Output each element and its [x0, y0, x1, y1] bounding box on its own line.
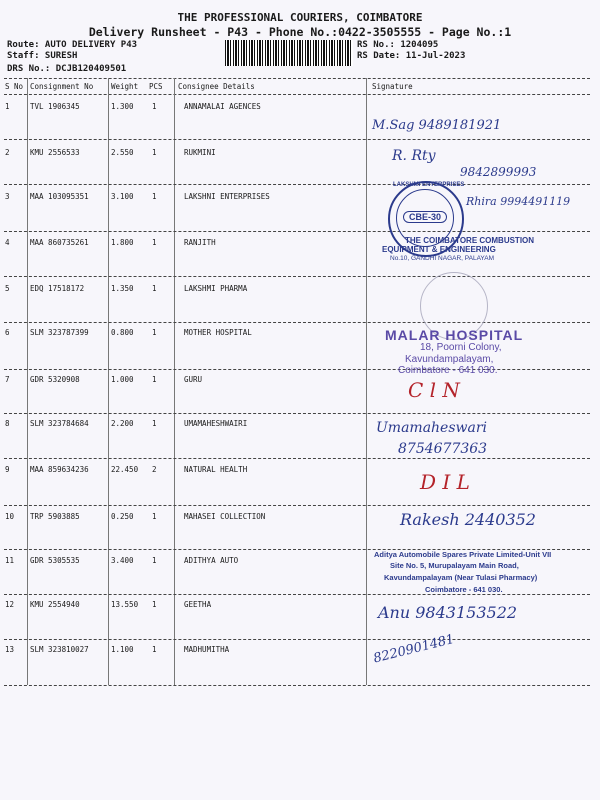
- company-title: THE PROFESSIONAL COURIERS, COIMBATORE: [177, 11, 423, 24]
- cell-weight: 2.550: [111, 148, 134, 157]
- cell-pcs: 1: [152, 375, 157, 384]
- barcode: [225, 40, 353, 66]
- cell-sno: 7: [5, 375, 10, 384]
- cell-sno: 9: [5, 465, 10, 474]
- cell-weight: 3.100: [111, 192, 134, 201]
- cell-consignee: UMAMAHESHWAIRI: [184, 419, 248, 428]
- cell-consignee: RANJITH: [184, 238, 216, 247]
- cell-pcs: 1: [152, 645, 157, 654]
- hospital-address-2: Kavundampalayam,: [405, 354, 494, 365]
- cell-pcs: 1: [152, 556, 157, 565]
- cell-pcs: 1: [152, 419, 157, 428]
- cell-sno: 13: [5, 645, 15, 654]
- combustion-stamp-line3: No.10, GANDHI NAGAR, PALAYAM: [390, 255, 495, 262]
- cell-weight: 1.800: [111, 238, 134, 247]
- aditya-stamp-line1: Aditya Automobile Spares Private Limited-Unit VII: [374, 550, 552, 559]
- col-header-consignment: Consignment No: [30, 82, 94, 91]
- cell-consignment: SLM 323787399: [30, 328, 89, 337]
- signature-13: 8220901481: [372, 631, 456, 667]
- row-separator: [4, 505, 590, 506]
- col-header-signature: Signature: [372, 82, 413, 91]
- cell-sno: 10: [5, 512, 15, 521]
- route-label: Route: AUTO DELIVERY P43: [7, 40, 138, 50]
- cell-sno: 2: [5, 148, 10, 157]
- cell-weight: 0.800: [111, 328, 134, 337]
- signature-10: Rakesh 2440352: [400, 510, 536, 529]
- aditya-stamp-line4: Coimbatore - 641 030.: [425, 585, 503, 594]
- cell-pcs: 1: [152, 192, 157, 201]
- cell-pcs: 1: [152, 284, 157, 293]
- signature-9: D I L: [420, 470, 470, 494]
- cell-consignment: MAA 860735261: [30, 238, 89, 247]
- cell-weight: 13.550: [111, 600, 139, 609]
- stamp-ring-text: LAKSHMI ENTERPRISES: [393, 182, 465, 188]
- signature-8: Umamaheswari: [376, 420, 488, 436]
- rs-date: RS Date: 11-Jul-2023: [357, 51, 466, 61]
- cell-sno: 1: [5, 102, 10, 111]
- aditya-stamp-line2: Site No. 5, Murupalayam Main Road,: [390, 561, 519, 570]
- row-separator: [4, 594, 590, 595]
- row-separator: [4, 413, 590, 414]
- cell-sno: 5: [5, 284, 10, 293]
- cell-sno: 4: [5, 238, 10, 247]
- cell-pcs: 1: [152, 328, 157, 337]
- header-rule: [4, 94, 590, 95]
- signature-12: Anu 9843153522: [378, 603, 518, 622]
- cell-consignment: SLM 323784684: [30, 419, 89, 428]
- cell-weight: 1.350: [111, 284, 134, 293]
- cell-consignment: SLM 323810027: [30, 645, 89, 654]
- cell-sno: 3: [5, 192, 10, 201]
- cell-consignment: KMU 2554940: [30, 600, 80, 609]
- cell-sno: 6: [5, 328, 10, 337]
- signature-7: C l N: [408, 378, 460, 402]
- cell-consignment: KMU 2556533: [30, 148, 80, 157]
- malar-hospital-stamp: MALAR HOSPITAL: [385, 327, 524, 343]
- cell-consignee: GEETHA: [184, 600, 212, 609]
- cell-consignment: GDR 5320908: [30, 375, 80, 384]
- row-separator: [4, 322, 590, 323]
- cell-consignee: MOTHER HOSPITAL: [184, 328, 252, 337]
- signature-2: R. Rty: [392, 148, 436, 164]
- cell-weight: 22.450: [111, 465, 139, 474]
- cell-weight: 1.000: [111, 375, 134, 384]
- cell-weight: 0.250: [111, 512, 134, 521]
- cell-consignee: ADITHYA AUTO: [184, 556, 239, 565]
- cell-pcs: 1: [152, 102, 157, 111]
- hospital-address-3: Coimbatore - 641 030.: [398, 365, 498, 376]
- signature-3: Rhira 9994491119: [466, 195, 571, 208]
- drs-number: DRS No.: DCJB120409501: [7, 64, 127, 74]
- cell-consignee: MADHUMITHA: [184, 645, 230, 654]
- cell-consignment: TVL 1906345: [30, 102, 80, 111]
- cell-weight: 3.400: [111, 556, 134, 565]
- cell-pcs: 2: [152, 465, 157, 474]
- cell-consignee: GURU: [184, 375, 203, 384]
- cell-consignee: LAKSHMI PHARMA: [184, 284, 248, 293]
- cell-consignee: RUKMINI: [184, 148, 216, 157]
- cell-consignee: NATURAL HEALTH: [184, 465, 248, 474]
- row-separator: [4, 139, 590, 140]
- col-header-pcs: PCS: [149, 82, 163, 91]
- cell-consignee: MAHASEI COLLECTION: [184, 512, 266, 521]
- cell-sno: 11: [5, 556, 15, 565]
- row-separator: [4, 231, 590, 232]
- cell-sno: 8: [5, 419, 10, 428]
- aditya-stamp-line3: Kavundampalayam (Near Tulasi Pharmacy): [384, 573, 538, 582]
- row-separator: [4, 685, 590, 686]
- table-top-rule: [4, 78, 590, 79]
- rs-number: RS No.: 1204095: [357, 40, 439, 50]
- col-header-consignee: Consignee Details: [178, 82, 255, 91]
- row-separator: [4, 458, 590, 459]
- cell-pcs: 1: [152, 512, 157, 521]
- row-separator: [4, 369, 590, 370]
- cell-consignee: ANNAMALAI AGENCES: [184, 102, 261, 111]
- cell-consignee: LAKSHNI ENTERPRISES: [184, 192, 270, 201]
- cell-consignment: MAA 859634236: [30, 465, 89, 474]
- cell-sno: 12: [5, 600, 15, 609]
- cell-pcs: 1: [152, 600, 157, 609]
- cell-pcs: 1: [152, 148, 157, 157]
- hospital-address-1: 18, Poorni Colony,: [420, 342, 502, 353]
- signature-8-phone: 8754677363: [398, 441, 488, 457]
- cell-weight: 1.100: [111, 645, 134, 654]
- staff-label: Staff: SURESH: [7, 51, 78, 61]
- cell-weight: 1.300: [111, 102, 134, 111]
- row-separator: [4, 184, 590, 185]
- cell-pcs: 1: [152, 238, 157, 247]
- runsheet-subtitle: Delivery Runsheet - P43 - Phone No.:0422-3505555 - Page No.:1: [88, 25, 512, 39]
- cell-consignment: GDR 5305535: [30, 556, 80, 565]
- combustion-stamp-line1: THE COIMBATORE COMBUSTION: [405, 236, 535, 245]
- combustion-stamp-line2: EQUIPMENT & ENGINEERING: [382, 245, 496, 254]
- row-separator: [4, 639, 590, 640]
- cell-consignment: EDQ 17518172: [30, 284, 85, 293]
- cell-consignment: MAA 103095351: [30, 192, 89, 201]
- stamp-center-text: CBE-30: [403, 211, 447, 223]
- row-separator: [4, 276, 590, 277]
- col-header-weight: Weight: [111, 82, 139, 91]
- cell-consignment: TRP 5903885: [30, 512, 80, 521]
- cell-weight: 2.200: [111, 419, 134, 428]
- signature-2-phone: 9842899993: [460, 165, 537, 179]
- signature-1: M.Sag 9489181921: [372, 118, 502, 133]
- col-header-sno: S No: [5, 82, 24, 91]
